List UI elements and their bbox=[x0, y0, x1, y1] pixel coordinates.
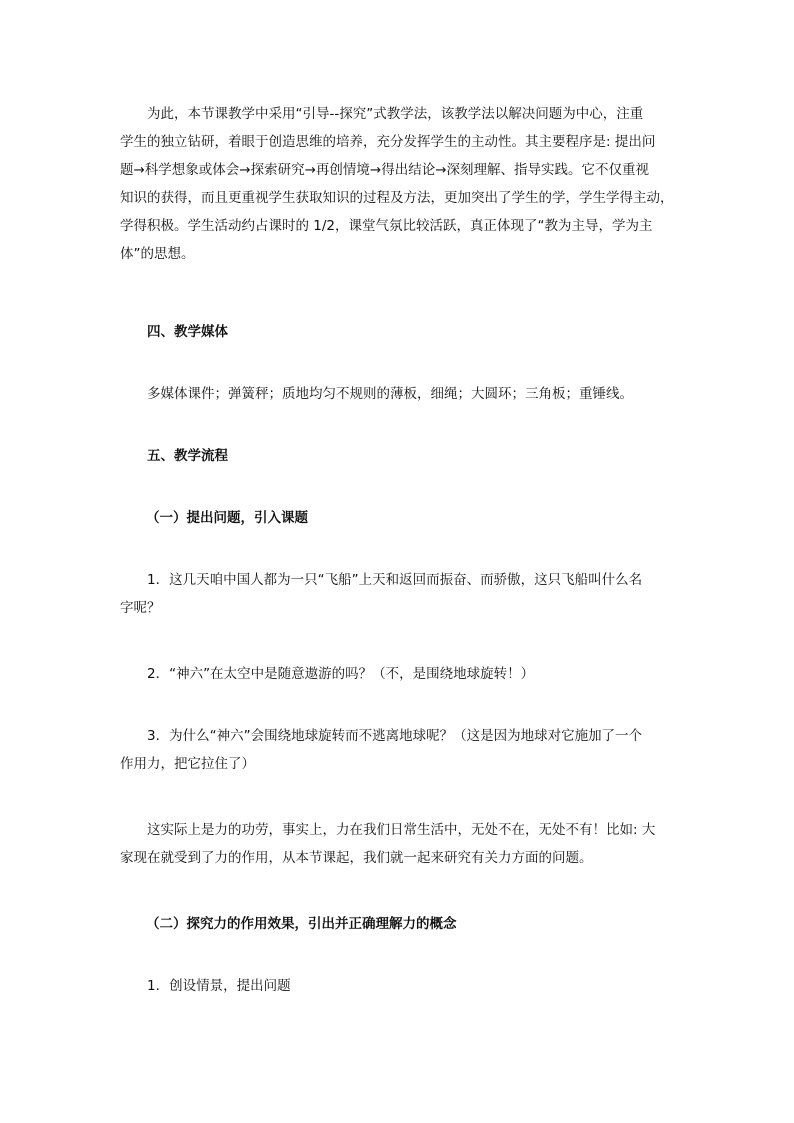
question-3-line-1: 3．为什么“神六”会围绕地球旋转而不逃离地球呢？（这是因为地球对它施加了一个 bbox=[147, 728, 643, 744]
section-5-heading: 五、教学流程 bbox=[147, 448, 228, 464]
intro-line-5: 学得积极。学生活动约占课时的 1/2，课堂气氛比较活跃，真正体现了“教为主导，学为主 bbox=[120, 218, 653, 234]
intro-paragraph bbox=[120, 100, 680, 268]
section-4-heading: 四、教学媒体 bbox=[147, 324, 228, 340]
question-1-line-1: 1．这几天咱中国人都为一只“飞船”上天和返回而振奋、而骄傲，这只飞船叫什么名 bbox=[147, 572, 643, 588]
summary-line-2: 家现在就受到了力的作用，从本节课起，我们就一起来研究有关力方面的问题。 bbox=[120, 850, 593, 866]
question-2: 2．“神六”在太空中是随意遨游的吗？（不，是围绕地球旋转！） bbox=[147, 666, 535, 682]
intro-line-6: 体”的思想。 bbox=[120, 246, 195, 262]
intro-line-3: 题→科学想象或体会→探索研究→再创情境→得出结论→深刻理解、指导实践。它不仅重视 bbox=[120, 162, 650, 178]
question-3 bbox=[120, 722, 680, 778]
summary-paragraph bbox=[120, 816, 680, 872]
intro-line-2: 学生的独立钻研，着眼于创造思维的培养，充分发挥学生的主动性。其主要程序是: 提出问 bbox=[120, 134, 656, 150]
subsection-2-heading: （二）探究力的作用效果，引出并正确理解力的概念 bbox=[146, 916, 457, 932]
question-3-line-2: 作用力，把它拉住了） bbox=[120, 756, 255, 772]
question-1-line-2: 字呢？ bbox=[120, 600, 161, 616]
subsection-1-heading: （一）提出问题，引入课题 bbox=[146, 510, 308, 526]
intro-line-4: 知识的获得，而且更重视学生获取知识的过程及方法，更加突出了学生的学，学生学得主动， bbox=[120, 190, 674, 206]
question-1 bbox=[120, 566, 680, 622]
intro-line-1: 为此，本节课教学中采用“引导--探究”式教学法，该教学法以解决问题为中心，注重 bbox=[147, 106, 644, 122]
item-1: 1．创设情景，提出问题 bbox=[147, 978, 291, 994]
summary-line-1: 这实际上是力的功劳，事实上，力在我们日常生活中，无处不在，无处不有！比如: 大 bbox=[147, 822, 656, 838]
section-4-body: 多媒体课件；弹簧秤；质地均匀不规则的薄板，细绳；大圆环；三角板；重锤线。 bbox=[147, 386, 633, 402]
